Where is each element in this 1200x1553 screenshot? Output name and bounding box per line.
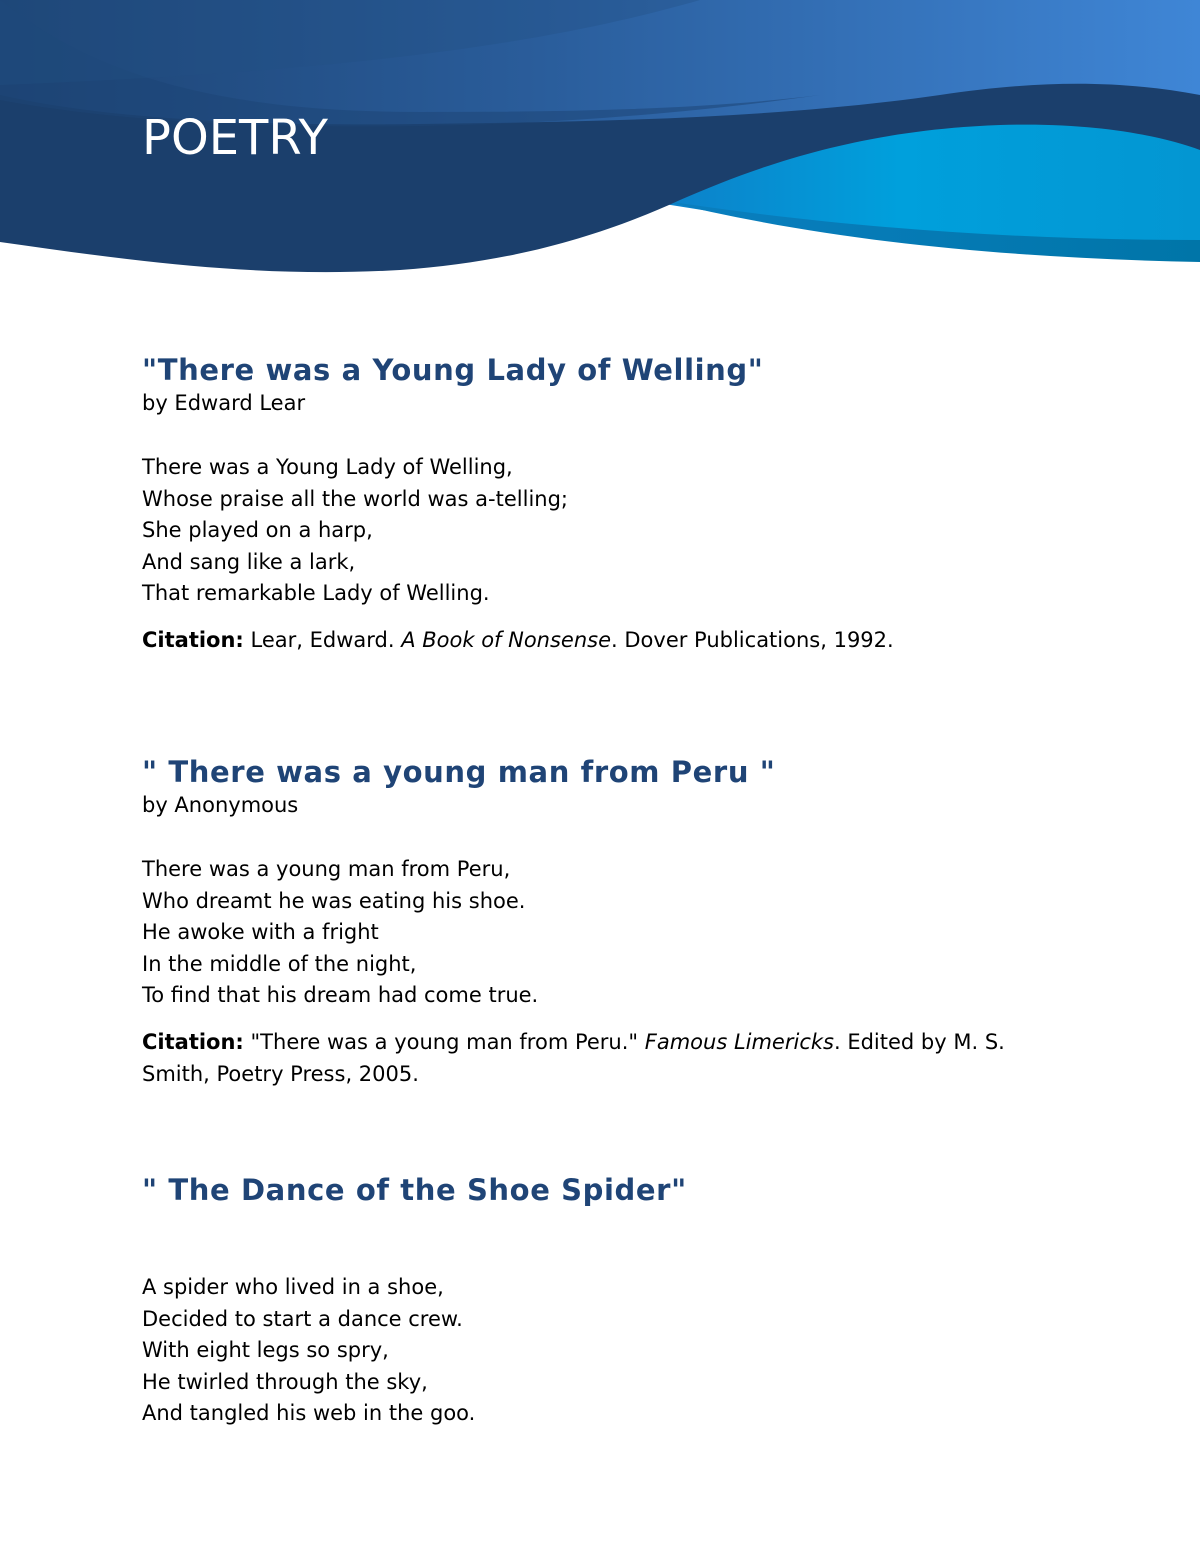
poem-line: He awoke with a fright <box>142 920 379 944</box>
poem-line: Whose praise all the world was a-telling; <box>142 486 568 511</box>
citation-text: . Edited by M. S. Smith, Poetry Press, 2005. <box>142 1029 1005 1086</box>
poem-line: Who dreamt he was eating his shoe. <box>142 888 526 913</box>
poem-3 <box>142 1172 1102 1430</box>
citation-text: . Dover Publications, 1992. <box>611 627 894 652</box>
poem-line: He twirled through the sky, <box>142 1369 428 1394</box>
poem-line: She played on a harp, <box>142 518 373 542</box>
poem-line: There was a Young Lady of Welling, <box>142 455 513 479</box>
citation-label: Citation: <box>142 1029 244 1054</box>
citation-label: Citation: <box>142 627 244 652</box>
poem-line: And tangled his web in the goo. <box>142 1401 476 1425</box>
poem-lines <box>142 452 1102 610</box>
poem-author: by Anonymous <box>142 793 299 817</box>
poem-title: " The Dance of the Shoe Spider" <box>142 1173 687 1207</box>
poem-line: A spider who lived in a shoe, <box>142 1275 444 1299</box>
citation-work: A Book of Nonsense <box>401 627 612 652</box>
poem-lines <box>142 1272 1102 1430</box>
poem-title: " There was a young man from Peru " <box>142 755 776 789</box>
poem-title: "There was a Young Lady of Welling" <box>142 353 764 387</box>
citation <box>142 1026 1062 1090</box>
page-title: POETRY <box>142 110 328 166</box>
citation <box>142 624 1062 656</box>
poem-line: With eight legs so spry, <box>142 1338 389 1362</box>
poem-line: There was a young man from Peru, <box>142 857 511 881</box>
poem-lines <box>142 854 1102 1012</box>
poem-line: In the middle of the night, <box>142 951 417 976</box>
poem-1 <box>142 352 1102 656</box>
poem-line: Decided to start a dance crew. <box>142 1306 463 1331</box>
poem-line: That remarkable Lady of Welling. <box>142 581 490 605</box>
poem-line: And sang like a lark, <box>142 549 356 574</box>
citation-text: "There was a young man from Peru." <box>243 1029 645 1054</box>
header-banner <box>0 0 1200 290</box>
citation-work: Famous Limericks <box>644 1029 834 1054</box>
poem-author: by Edward Lear <box>142 391 306 415</box>
poem-line: To find that his dream had come true. <box>142 983 539 1007</box>
citation-text: Lear, Edward. <box>243 627 402 652</box>
poem-2 <box>142 754 1102 1090</box>
